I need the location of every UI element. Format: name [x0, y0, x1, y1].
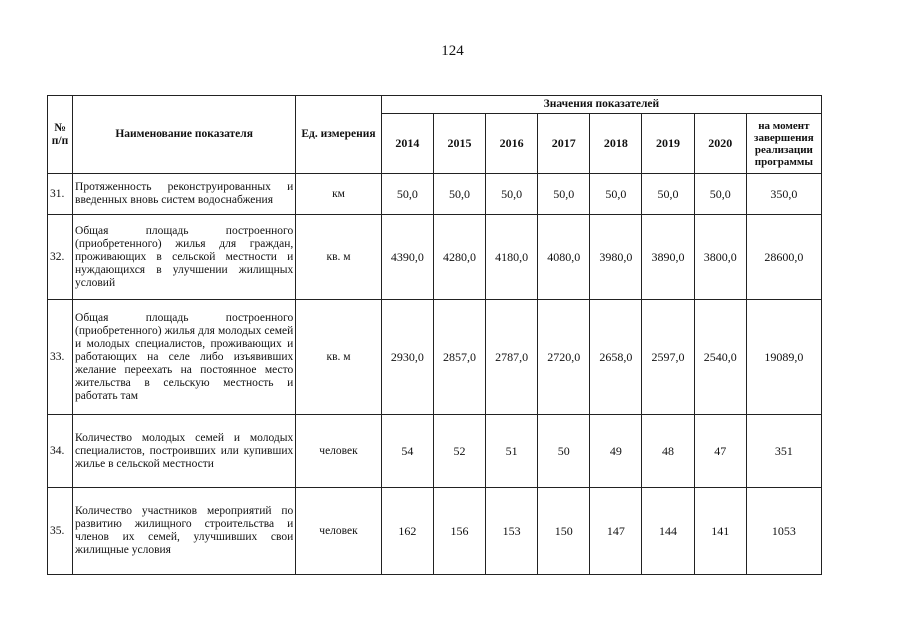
header-name: Наименование показателя: [73, 96, 296, 174]
header-year: 2014: [381, 114, 433, 174]
row-name: Количество молодых семей и молодых специалистов, построивших или купивших жилье в сельской местности: [73, 415, 296, 488]
header-year: 2017: [538, 114, 590, 174]
row-value: 3890,0: [642, 215, 694, 300]
row-value: 54: [381, 415, 433, 488]
table-row: [48, 215, 822, 300]
row-final: 351: [746, 415, 821, 488]
row-value: 2787,0: [486, 300, 538, 415]
row-value: 52: [433, 415, 485, 488]
row-value: 2540,0: [694, 300, 746, 415]
row-num: 34.: [48, 415, 73, 488]
row-value: 150: [538, 488, 590, 575]
indicators-table: [47, 95, 822, 575]
table-body: [48, 174, 822, 575]
row-value: 50,0: [642, 174, 694, 215]
row-value: 2597,0: [642, 300, 694, 415]
header-year: 2015: [433, 114, 485, 174]
header-unit: Ед. измерения: [296, 96, 382, 174]
row-value: 4080,0: [538, 215, 590, 300]
row-unit: кв. м: [296, 300, 382, 415]
row-name: Протяженность реконструированных и введенных вновь систем водоснабжения: [73, 174, 296, 215]
row-num: 31.: [48, 174, 73, 215]
row-unit: человек: [296, 415, 382, 488]
row-num: 35.: [48, 488, 73, 575]
table-row: [48, 300, 822, 415]
row-num: 33.: [48, 300, 73, 415]
header-year: 2018: [590, 114, 642, 174]
row-value: 49: [590, 415, 642, 488]
row-value: 162: [381, 488, 433, 575]
row-unit: кв. м: [296, 215, 382, 300]
table-header: [48, 96, 822, 174]
row-value: 50,0: [538, 174, 590, 215]
header-final: на момент завершения реализации программы: [746, 114, 821, 174]
row-value: 156: [433, 488, 485, 575]
row-value: 3980,0: [590, 215, 642, 300]
table-row: [48, 174, 822, 215]
table-row: [48, 415, 822, 488]
row-value: 3800,0: [694, 215, 746, 300]
row-name: Количество участников мероприятий по развитию жилищного строительства и членов их семей, улучшивших свои жилищные условия: [73, 488, 296, 575]
row-value: 50,0: [694, 174, 746, 215]
row-value: 4180,0: [486, 215, 538, 300]
table-row: [48, 488, 822, 575]
row-name: Общая площадь построенного (приобретенного) жилья для граждан, проживающих в сельской местности и нуждающихся в улучшении жилищных условий: [73, 215, 296, 300]
row-final: 28600,0: [746, 215, 821, 300]
row-value: 4390,0: [381, 215, 433, 300]
row-value: 2930,0: [381, 300, 433, 415]
row-value: 50,0: [381, 174, 433, 215]
row-value: 144: [642, 488, 694, 575]
row-value: 4280,0: [433, 215, 485, 300]
row-value: 2857,0: [433, 300, 485, 415]
row-value: 2658,0: [590, 300, 642, 415]
row-unit: человек: [296, 488, 382, 575]
row-value: 50,0: [433, 174, 485, 215]
row-value: 153: [486, 488, 538, 575]
row-value: 141: [694, 488, 746, 575]
page-number: 124: [441, 43, 464, 59]
row-value: 48: [642, 415, 694, 488]
header-num: № п/п: [48, 96, 73, 174]
row-final: 19089,0: [746, 300, 821, 415]
header-year: 2016: [486, 114, 538, 174]
row-value: 147: [590, 488, 642, 575]
row-value: 50: [538, 415, 590, 488]
row-final: 1053: [746, 488, 821, 575]
row-final: 350,0: [746, 174, 821, 215]
header-values-group: Значения показателей: [381, 96, 821, 114]
row-num: 32.: [48, 215, 73, 300]
row-value: 50,0: [486, 174, 538, 215]
row-value: 50,0: [590, 174, 642, 215]
row-value: 47: [694, 415, 746, 488]
row-unit: км: [296, 174, 382, 215]
row-name: Общая площадь построенного (приобретенного) жилья для молодых семей и молодых специалистов, проживающих и работающих на селе либо изъявивших желание переехать на постоянное место жительства в сельскую местность и работать там: [73, 300, 296, 415]
row-value: 51: [486, 415, 538, 488]
header-year: 2020: [694, 114, 746, 174]
header-year: 2019: [642, 114, 694, 174]
row-value: 2720,0: [538, 300, 590, 415]
